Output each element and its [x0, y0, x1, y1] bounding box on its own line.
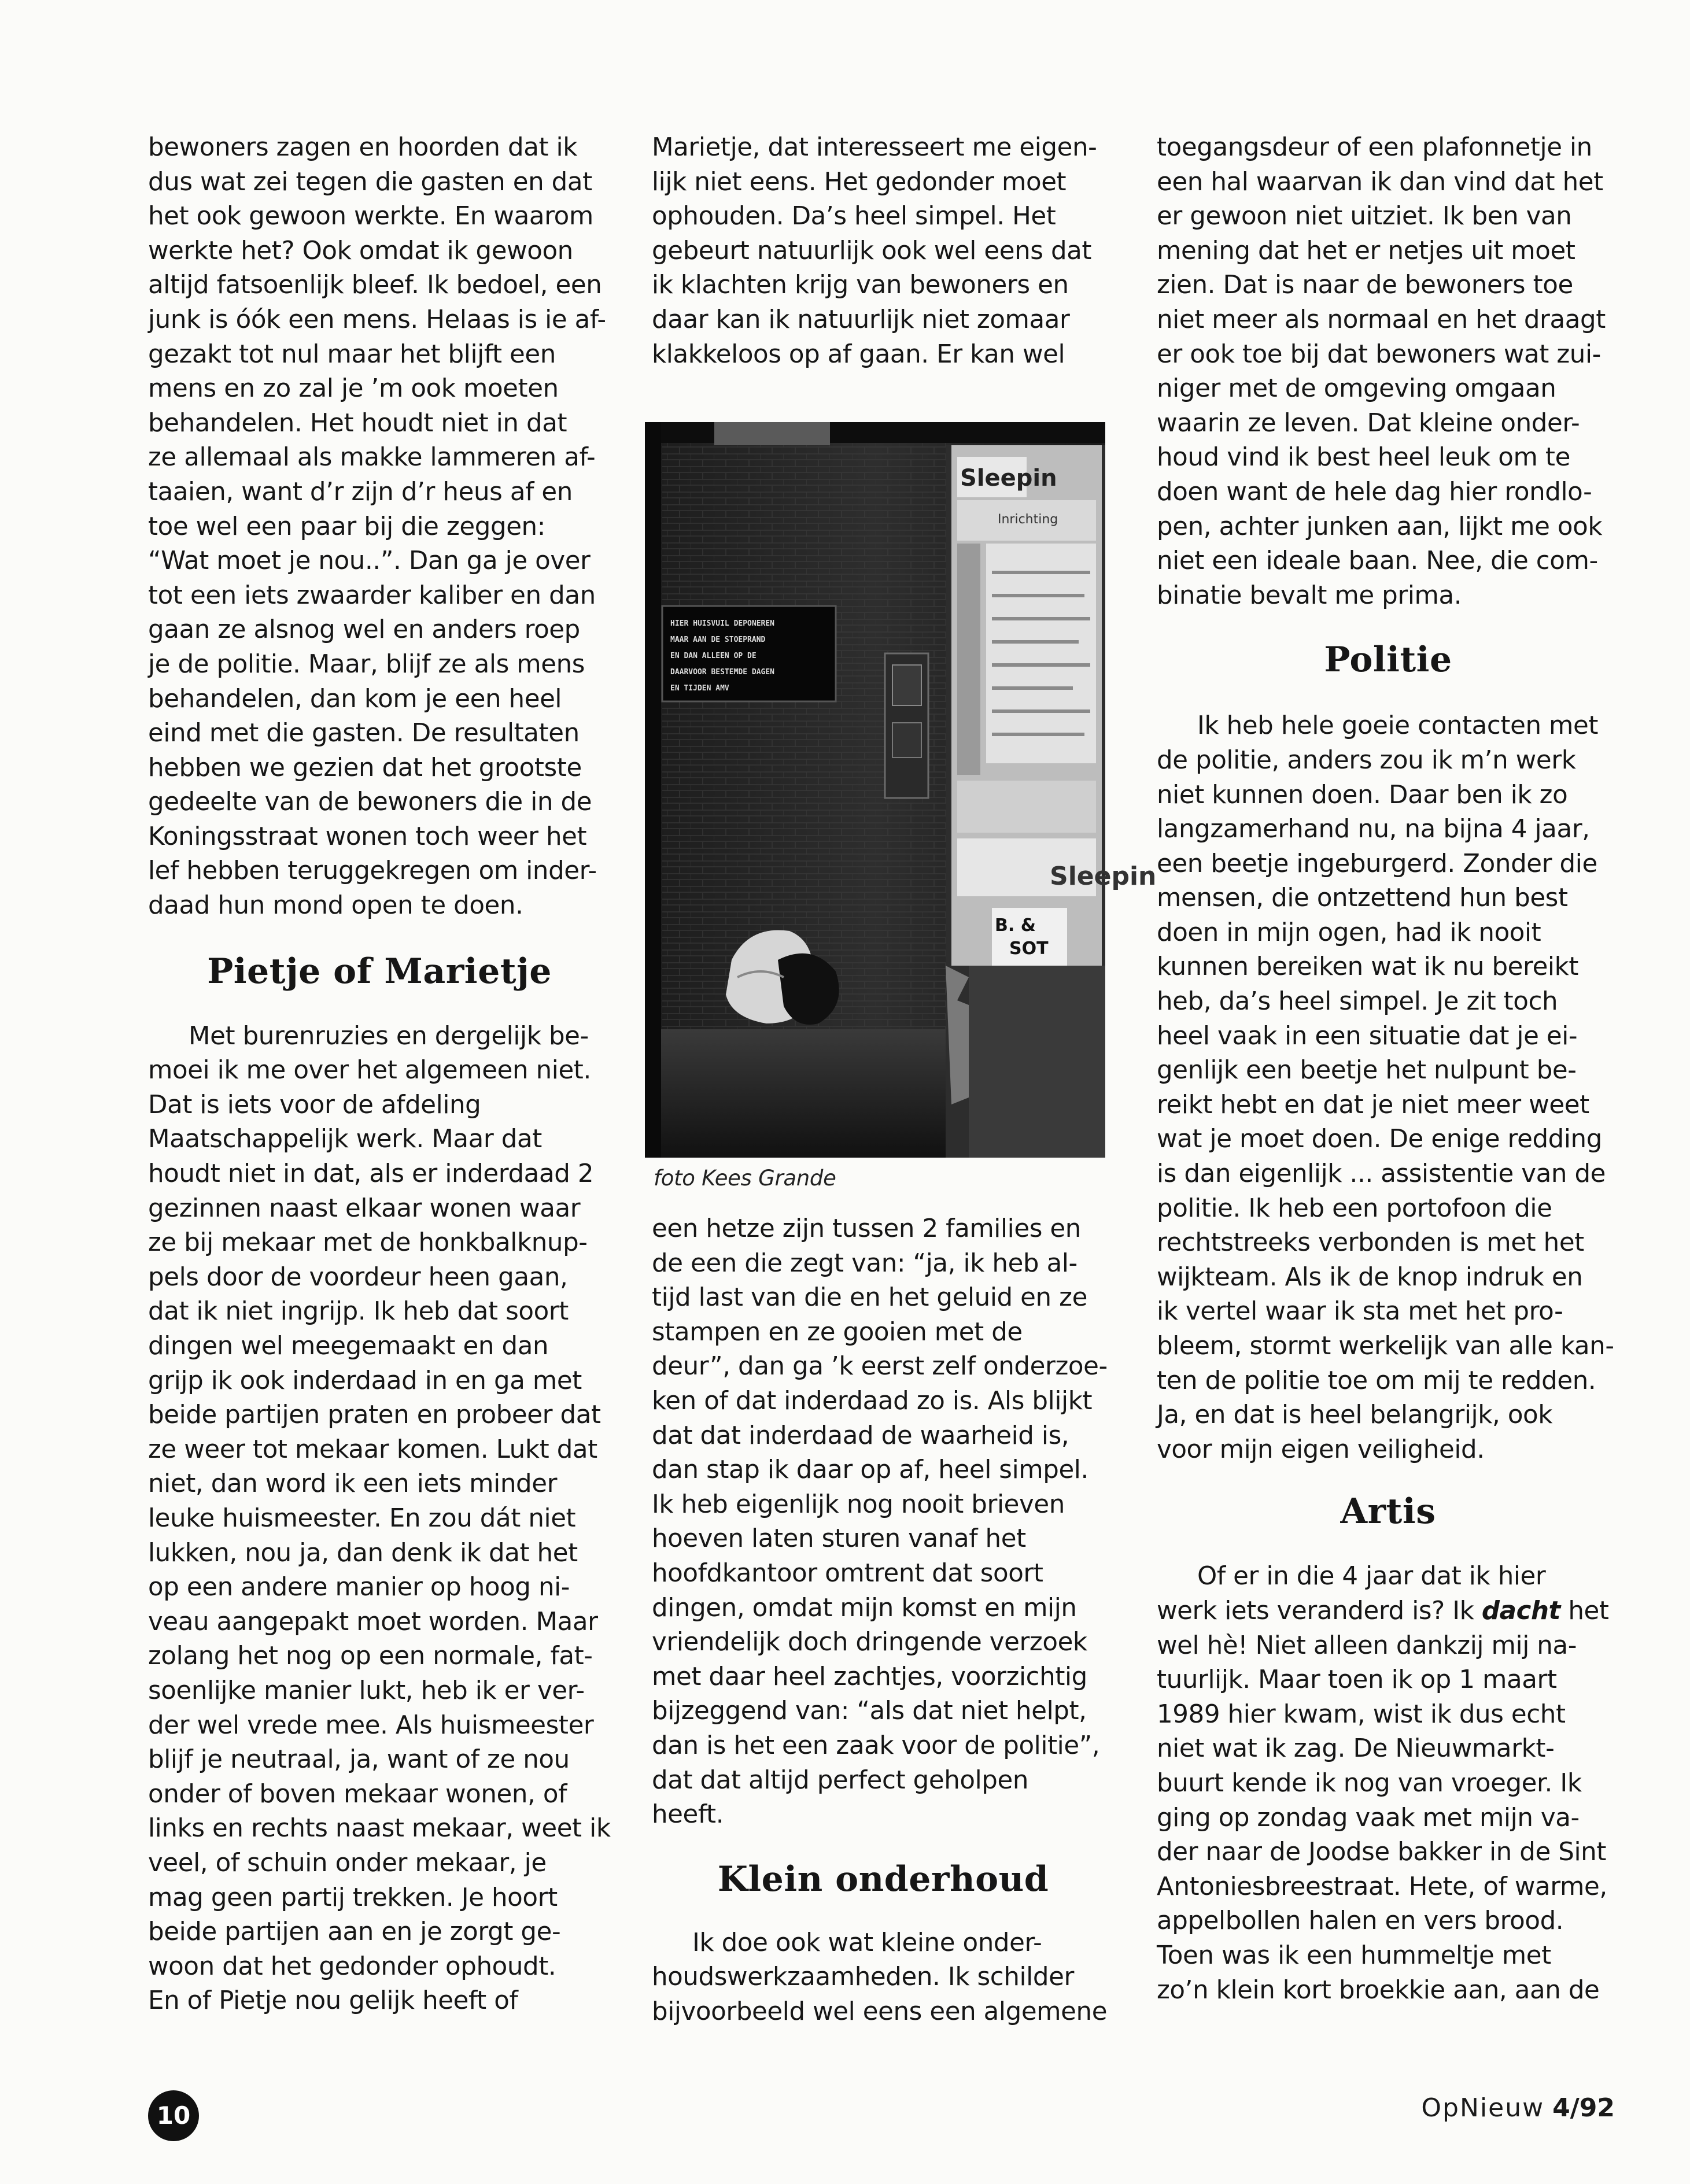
text-line: bewoners zagen en hoorden dat ik: [148, 133, 578, 162]
text-line: rechtstreeks verbonden is met het: [1157, 1228, 1584, 1258]
text-line: daar kan ik natuurlijk niet zomaar: [652, 305, 1070, 334]
text-line: lijk niet eens. Het gedonder moet: [652, 167, 1067, 197]
text-line: wijkteam. Als ik de knop indruk en: [1157, 1262, 1583, 1292]
artis-text: het: [1560, 1596, 1609, 1625]
text-line: ten de politie toe om mij te redden.: [1157, 1366, 1596, 1395]
text-line: daad hun mond open te doen.: [148, 891, 523, 921]
section-heading-pietje: Pietje of Marietje: [207, 951, 552, 992]
text-line: er gewoon niet uitziet. Ik ben van: [1157, 202, 1572, 231]
text-line: hebben we gezien dat het grootste: [148, 753, 582, 782]
sign-line-3: EN DAN ALLEEN OP DE: [670, 652, 757, 660]
text-line: vriendelijk doch dringende verzoek: [652, 1628, 1087, 1657]
text-line: ophouden. Da’s heel simpel. Het: [652, 202, 1056, 231]
text-line: veau aangepakt moet worden. Maar: [148, 1607, 598, 1636]
text-line: behandelen, dan kom je een heel: [148, 684, 562, 714]
text-line: lef hebben teruggekregen om inder-: [148, 856, 597, 886]
section-heading-klein-onderhoud: Klein onderhoud: [717, 1858, 1049, 1900]
artis-text: werk iets veranderd is? Ik: [1157, 1596, 1482, 1625]
text-line: Koningsstraat wonen toch weer het: [148, 822, 587, 851]
text-line: blijf je neutraal, ja, want of ze nou: [148, 1745, 570, 1775]
column2-bottom-paragraph: [652, 1212, 1115, 1832]
text-line: gezakt tot nul maar het blijft een: [148, 339, 556, 369]
text-line: beide partijen aan en je zorgt ge-: [148, 1917, 561, 1947]
text-line: niger met de omgeving omgaan: [1157, 374, 1556, 404]
text-line: heel vaak in een situatie dat je ei-: [1157, 1021, 1578, 1051]
text-line: gaan ze alsnog wel en anders roep: [148, 615, 580, 645]
text-line: der naar de Joodse bakker in de Sint: [1157, 1838, 1606, 1867]
text-line: Dat is iets voor de afdeling: [148, 1090, 481, 1119]
text-line: zolang het nog op een normale, fat-: [148, 1642, 593, 1671]
text-line: grijp ik ook inderdaad in en ga met: [148, 1366, 582, 1395]
text-line: bijvoorbeeld wel eens een algemene: [652, 1997, 1108, 2026]
footer-magazine-issue: [1421, 2093, 1615, 2123]
text-line: moei ik me over het algemeen niet.: [148, 1056, 591, 1085]
photo-caption: foto Kees Grande: [654, 1166, 836, 1191]
text-line: links en rechts naast mekaar, weet ik: [148, 1814, 611, 1843]
intro-paragraph: [148, 131, 611, 923]
poster-word-3: Sleepin: [1050, 862, 1157, 891]
text-line: pen, achter junken aan, lijkt me ook: [1157, 512, 1603, 541]
pietje-paragraph: [148, 1019, 611, 2019]
poster-word-2: Inrichting: [998, 512, 1058, 527]
text-line: er ook toe bij dat bewoners wat zui-: [1157, 339, 1601, 369]
text-line: niet een ideale baan. Nee, die com-: [1157, 546, 1598, 576]
text-line: behandelen. Het houdt niet in dat: [148, 408, 567, 438]
issue-number: 4/92: [1552, 2093, 1615, 2123]
text-line: op een andere manier op hoog ni-: [148, 1573, 570, 1602]
text-line: gezinnen naast elkaar wonen waar: [148, 1193, 581, 1223]
text-line: mensen, die ontzettend hun best: [1157, 884, 1568, 913]
text-line: dat ik niet ingrijp. Ik heb dat soort: [148, 1297, 569, 1326]
text-line: tijd last van die en het geluid en ze: [652, 1283, 1087, 1313]
text-line: eind met die gasten. De resultaten: [148, 719, 580, 748]
text-line: taaien, want d’r zijn d’r heus af en: [148, 477, 573, 507]
text-line: politie. Ik heb een portofoon die: [1157, 1193, 1552, 1223]
sign-line-1: HIER HUISVUIL DEPONEREN: [670, 619, 775, 628]
text-line: een hal waarvan ik dan vind dat het: [1157, 167, 1603, 197]
text-line: der wel vrede mee. Als huismeester: [148, 1710, 594, 1740]
text-line: waarin ze leven. Dat kleine onder-: [1157, 408, 1580, 438]
text-line: niet meer als normaal en het draagt: [1157, 305, 1606, 334]
text-line: mening dat het er netjes uit moet: [1157, 236, 1575, 265]
text-line: het ook gewoon werkte. En waarom: [148, 202, 593, 231]
artis-paragraph: [1157, 1560, 1619, 2008]
column-3: [1157, 131, 1619, 2008]
text-line: “Wat moet je nou..”. Dan ga je over: [148, 546, 591, 576]
text-line: houdt niet in dat, als er inderdaad 2: [148, 1159, 594, 1189]
sign-line-2: MAAR AAN DE STOEPRAND: [670, 635, 766, 644]
column-2-top: [652, 131, 1115, 372]
text-line: 1989 hier kwam, wist ik dus echt: [1157, 1699, 1566, 1729]
text-line: Toen was ik een hummeltje met: [1157, 1941, 1551, 1970]
section-heading-artis: Artis: [1340, 1491, 1436, 1532]
magazine-name: OpNieuw: [1421, 2093, 1545, 2123]
text-line: deur”, dan ga ’k eerst zelf onderzoe-: [652, 1352, 1108, 1381]
text-line: doen want de hele dag hier rondlo-: [1157, 477, 1592, 507]
text-line: mag geen partij trekken. Je hoort: [148, 1883, 558, 1912]
text-line: dingen, omdat mijn komst en mijn: [652, 1593, 1077, 1623]
text-line: niet, dan word ik een iets minder: [148, 1469, 558, 1499]
text-line: met daar heel zachtjes, voorzichtig: [652, 1662, 1087, 1691]
text-line: dan is het een zaak voor de politie”,: [652, 1731, 1100, 1760]
text-line: bleem, stormt werkelijk van alle kan-: [1157, 1332, 1614, 1361]
text-line: woon dat het gedonder ophoudt.: [148, 1952, 556, 1981]
artis-line: Of er in die 4 jaar dat ik hier: [1197, 1562, 1546, 1591]
text-line: dingen wel meegemaakt en dan: [148, 1332, 549, 1361]
text-line: werkte het? Ook omdat ik gewoon: [148, 236, 573, 265]
column-2-bottom: [652, 1212, 1115, 2029]
text-line: ging op zondag vaak met mijn va-: [1157, 1803, 1580, 1832]
text-line: ze bij mekaar met de honkbalknup-: [148, 1228, 588, 1258]
text-line: Marietje, dat interesseert me eigen-: [652, 133, 1097, 162]
sign-line-5: EN TIJDEN AMV: [670, 684, 729, 693]
text-line: wel hè! Niet alleen dankzij mij na-: [1157, 1631, 1577, 1660]
text-line: is dan eigenlijk ... assistentie van de: [1157, 1159, 1606, 1189]
klein-onderhoud-paragraph: [652, 1926, 1115, 2030]
text-line: bijzeggend van: “als dat niet helpt,: [652, 1697, 1087, 1726]
text-line: toe wel een paar bij die zeggen:: [148, 512, 545, 541]
text-line: zo’n klein kort broekkie aan, aan de: [1157, 1975, 1600, 2005]
text-line: ze allemaal als makke lammeren af-: [148, 443, 596, 472]
text-line: gedeelte van de bewoners die in de: [148, 788, 592, 817]
sign-line-4: DAARVOOR BESTEMDE DAGEN: [670, 668, 775, 677]
text-line: doen in mijn ogen, had ik nooit: [1157, 918, 1541, 947]
text-line: tot een iets zwaarder kaliber en dan: [148, 581, 596, 610]
text-line: langzamerhand nu, na bijna 4 jaar,: [1157, 815, 1590, 844]
text-line: leuke huismeester. En zou dát niet: [148, 1503, 576, 1533]
column3-top-paragraph: [1157, 131, 1619, 613]
text-line: dat dat inderdaad de waarheid is,: [652, 1421, 1069, 1450]
text-line: een beetje ingeburgerd. Zonder die: [1157, 849, 1597, 878]
text-line: Ik doe ook wat kleine onder-: [692, 1928, 1042, 1957]
text-line: genlijk een beetje het nulpunt be-: [1157, 1056, 1577, 1085]
text-line: ik klachten krijg van bewoners en: [652, 271, 1069, 300]
text-line: mens en zo zal je ’m ook moeten: [148, 374, 559, 404]
text-line: reikt hebt en dat je niet meer weet: [1157, 1090, 1589, 1119]
text-line: klakkeloos op af gaan. Er kan wel: [652, 339, 1065, 369]
artis-emphasis: dacht: [1481, 1596, 1560, 1625]
text-line: zien. Dat is naar de bewoners toe: [1157, 271, 1573, 300]
text-line: Ja, en dat is heel belangrijk, ook: [1157, 1400, 1553, 1430]
text-line: soenlijke manier lukt, heb ik er ver-: [148, 1676, 585, 1705]
text-line: binatie bevalt me prima.: [1157, 581, 1462, 610]
text-line: Ik heb hele goeie contacten met: [1197, 711, 1599, 741]
text-line: hoofdkantoor omtrent dat soort: [652, 1558, 1043, 1588]
text-line: Maatschappelijk werk. Maar dat: [148, 1125, 542, 1154]
politie-paragraph: [1157, 709, 1619, 1467]
text-line: Ik heb eigenlijk nog nooit brieven: [652, 1490, 1065, 1519]
text-line: tuurlijk. Maar toen ik op 1 maart: [1157, 1665, 1557, 1695]
text-line: wat je moet doen. De enige redding: [1157, 1125, 1602, 1154]
text-line: kunnen bereiken wat ik nu bereikt: [1157, 952, 1579, 982]
text-line: heeft.: [652, 1800, 724, 1830]
text-line: altijd fatsoenlijk bleef. Ik bedoel, een: [148, 271, 602, 300]
text-line: de een die zegt van: “ja, ik heb al-: [652, 1248, 1078, 1278]
text-line: niet kunnen doen. Daar ben ik zo: [1157, 780, 1568, 810]
poster-word-1: Sleepin: [960, 465, 1057, 492]
text-line: houd vind ik best heel leuk om te: [1157, 443, 1570, 472]
text-line: veel, of schuin onder mekaar, je: [148, 1848, 547, 1878]
section-heading-politie: Politie: [1324, 640, 1452, 681]
text-line: gebeurt natuurlijk ook wel eens dat: [652, 236, 1092, 265]
text-line: Antoniesbreestraat. Hete, of warme,: [1157, 1872, 1607, 1901]
street-photo: [645, 422, 1157, 1158]
text-line: buurt kende ik nog van vroeger. Ik: [1157, 1768, 1582, 1798]
poster-word-4: B. &: [995, 915, 1036, 936]
text-line: houdswerkzaamheden. Ik schilder: [652, 1963, 1074, 1992]
column-1: [148, 131, 611, 2019]
text-line: stampen en ze gooien met de: [652, 1317, 1023, 1347]
text-line: je de politie. Maar, blijf ze als mens: [148, 649, 585, 679]
text-line: lukken, nou ja, dan denk ik dat het: [148, 1538, 578, 1568]
text-line: voor mijn eigen veiligheid.: [1157, 1435, 1485, 1464]
text-line: pels door de voordeur heen gaan,: [148, 1262, 568, 1292]
text-line: niet wat ik zag. De Nieuwmarkt-: [1157, 1734, 1555, 1764]
text-line: Met burenruzies en dergelijk be-: [189, 1021, 589, 1051]
street-photo-image: [645, 422, 1157, 1158]
page-number-badge: 10: [148, 2090, 199, 2141]
text-line: ik vertel waar ik sta met het pro-: [1157, 1297, 1563, 1326]
text-line: ken of dat inderdaad zo is. Als blijkt: [652, 1386, 1093, 1416]
text-line: junk is óók een mens. Helaas is ie af-: [148, 305, 606, 334]
text-line: hoeven laten sturen vanaf het: [652, 1524, 1026, 1554]
poster-word-5: SOT: [1009, 938, 1049, 959]
text-line: appelbollen halen en vers brood.: [1157, 1906, 1564, 1936]
text-line: En of Pietje nou gelijk heeft of: [148, 1986, 518, 2016]
text-line: dat dat altijd perfect geholpen: [652, 1765, 1029, 1795]
artis-line: [1157, 1594, 1619, 1629]
text-line: beide partijen praten en probeer dat: [148, 1400, 601, 1430]
column2-top-paragraph: [652, 131, 1115, 372]
text-line: een hetze zijn tussen 2 families en: [652, 1214, 1081, 1243]
text-line: heb, da’s heel simpel. Je zit toch: [1157, 987, 1558, 1017]
text-line: dus wat zei tegen die gasten en dat: [148, 167, 592, 197]
text-line: onder of boven mekaar wonen, of: [148, 1779, 567, 1809]
text-line: toegangsdeur of een plafonnetje in: [1157, 133, 1592, 162]
text-line: de politie, anders zou ik m’n werk: [1157, 745, 1576, 775]
text-line: ze weer tot mekaar komen. Lukt dat: [148, 1435, 597, 1464]
text-line: dan stap ik daar op af, heel simpel.: [652, 1455, 1088, 1485]
